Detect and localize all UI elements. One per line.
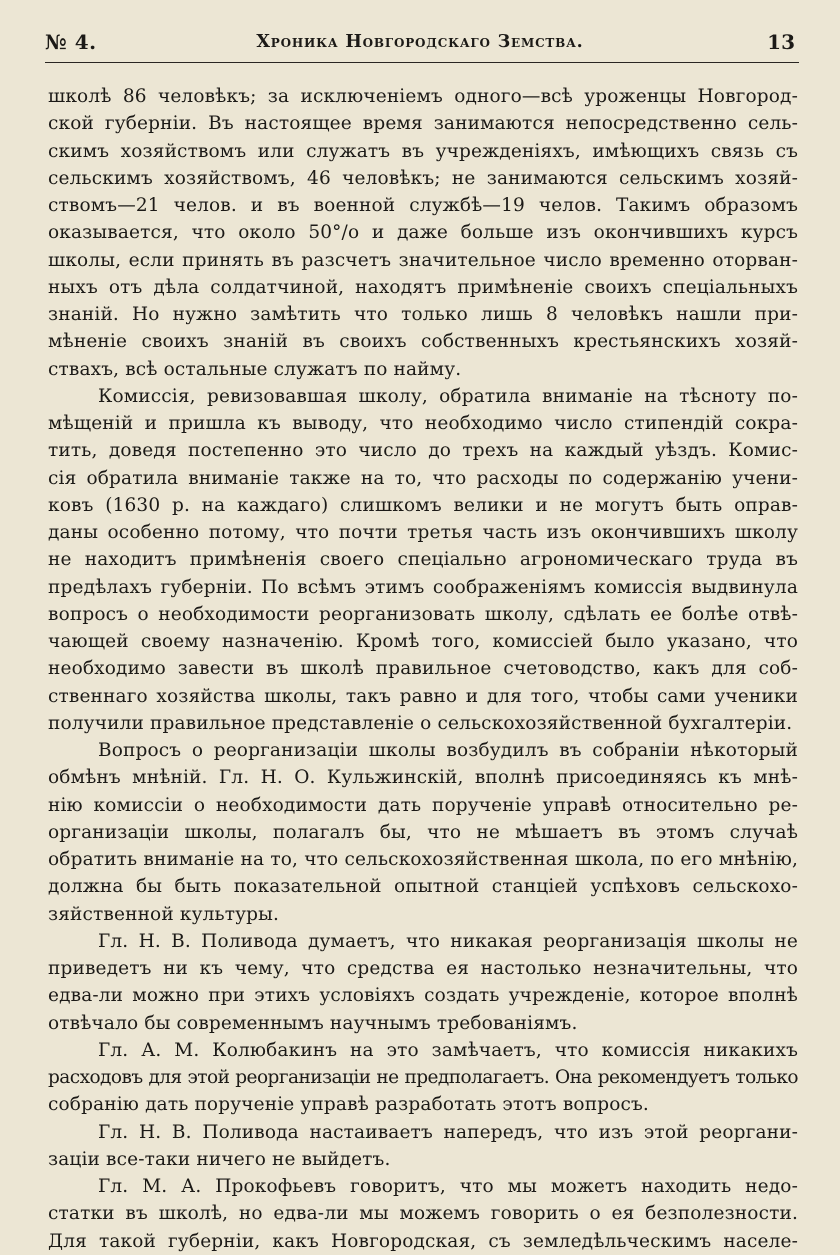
text-line: собранію дать порученіе управѣ разработать этотъ вопросъ. (48, 1094, 649, 1116)
text-line: оказывается, что около 50°/о и даже больше изъ окончившихъ курсъ (48, 222, 798, 244)
header-rule (45, 62, 799, 63)
text-line: мѣненіе своихъ знаній въ своихъ собственныхъ крестьянскихъ хозяй- (48, 331, 798, 353)
text-line: получили правильное представленіе о сельскохозяйственной бухгалтеріи. (48, 712, 793, 734)
text-line: отвѣчало бы современнымъ научнымъ требованіямъ. (48, 1012, 578, 1034)
page-number: 13 (767, 30, 795, 54)
journal-title: Хроника Новгородскаго Земства. (256, 32, 584, 52)
text-line: сія обратила вниманіе также на то, что расходы по содержанію учени- (48, 467, 798, 489)
text-line: мѣщеній и пришла къ выводу, что необходимо число стипендій сокра- (48, 413, 798, 434)
text-line: необходимо завести въ школѣ правильное счетоводство, какъ для соб- (48, 658, 798, 680)
text-line: ственнаго хозяйства школы, такъ равно и для того, чтобы сами ученики (48, 685, 798, 707)
text-line: вопросъ о необходимости реорганизовать школу, сдѣлать ее болѣе отвѣ- (48, 603, 798, 625)
text-line: зяйственной культуры. (48, 903, 280, 925)
text-line: Гл. Н. В. Поливода настаиваетъ напередъ, что изъ этой реоргани- (98, 1121, 798, 1143)
issue-number: № 4. (45, 30, 97, 54)
text-line: тить, доведя постепенно это число до трехъ на каждый уѣздъ. Комис- (48, 440, 798, 462)
text-line: скимъ хозяйствомъ или служатъ въ учрежденіяхъ, имѣющихъ связь съ (48, 140, 798, 162)
text-line: Вопросъ о реорганизаціи школы возбудилъ въ собраніи нѣкоторый (98, 740, 798, 761)
text-line: Гл. А. М. Колюбакинъ на это замѣчаетъ, что комиссія никакихъ (98, 1039, 798, 1061)
text-line: предѣлахъ губерніи. По всѣмъ этимъ соображеніямъ комиссія выдвинула (48, 576, 798, 598)
text-line: Комиссія, ревизовавшая школу, обратила вниманіе на тѣсноту по- (98, 385, 798, 407)
running-header (45, 30, 795, 60)
text-line: Гл. М. А. Прокофьевъ говоритъ, что мы можетъ находить недо- (98, 1176, 798, 1197)
text-line: обмѣнъ мнѣній. Гл. Н. О. Кульжинскій, вполнѣ присоединяясь къ мнѣ- (48, 767, 798, 789)
text-line: даны особенно потому, что почти третья часть изъ окончившихъ школу (48, 522, 798, 543)
text-line: должна бы быть показательной опытной станціей успѣховъ сельскохо- (48, 876, 798, 898)
text-line: Гл. Н. В. Поливода думаетъ, что никакая реорганизація школы не (98, 930, 798, 952)
text-line: чающей своему назначенію. Кромѣ того, комиссіей было указано, что (48, 631, 798, 652)
text-line: заціи все-таки ничего не выйдетъ. (48, 1148, 391, 1170)
text-line: приведетъ ни къ чему, что средства ея настолько незначительны, что (48, 958, 798, 979)
text-line: знаній. Но нужно замѣтить что только лишь 8 человѣкъ нашли при- (48, 304, 798, 325)
text-line: сельскимъ хозяйствомъ, 46 человѣкъ; не занимаются сельскимъ хозяй- (48, 167, 798, 189)
text-line: ковъ (1630 р. на каждаго) слишкомъ велики и не могутъ быть оправ- (48, 494, 798, 516)
text-line: Для такой губерніи, какъ Новгородская, съ земледѣльческимъ населе- (48, 1230, 798, 1252)
text-line: школѣ 86 человѣкъ; за исключеніемъ одного—всѣ уроженцы Новгород- (48, 86, 798, 107)
text-line: едва-ли можно при этихъ условіяхъ создать учрежденіе, которое вполнѣ (48, 985, 798, 1007)
text-line: ствомъ—21 челов. и въ военной службѣ—19 челов. Такимъ образомъ (48, 195, 798, 216)
body-text (48, 83, 798, 1255)
text-line: школы, если принять въ разсчетъ значительное число временно оторван- (48, 249, 798, 271)
text-line: ской губерніи. Въ настоящее время занимаются непосредственно сель- (48, 113, 798, 135)
text-line: ствахъ, всѣ остальные служатъ по найму. (48, 358, 462, 380)
text-line: нію комиссіи о необходимости дать порученіе управѣ относительно ре- (48, 794, 798, 816)
text-line: ныхъ отъ дѣла солдатчиной, находятъ примѣненіе своихъ спеціальныхъ (48, 276, 798, 298)
text-line: статки въ школѣ, но едва-ли мы можемъ говорить о ея безполезности. (48, 1203, 798, 1225)
text-line: не находитъ примѣненія своего спеціально агрономическаго труда въ (48, 549, 798, 571)
text-line: организаціи школы, полагалъ бы, что не мѣшаетъ въ этомъ случаѣ (48, 821, 798, 843)
text-line: обратить вниманіе на то, что сельскохозяйственная школа, по его мнѣнію, (48, 849, 798, 870)
text-line: расходовъ для этой реорганизаціи не предполагаетъ. Она рекомендуетъ только (48, 1067, 798, 1088)
